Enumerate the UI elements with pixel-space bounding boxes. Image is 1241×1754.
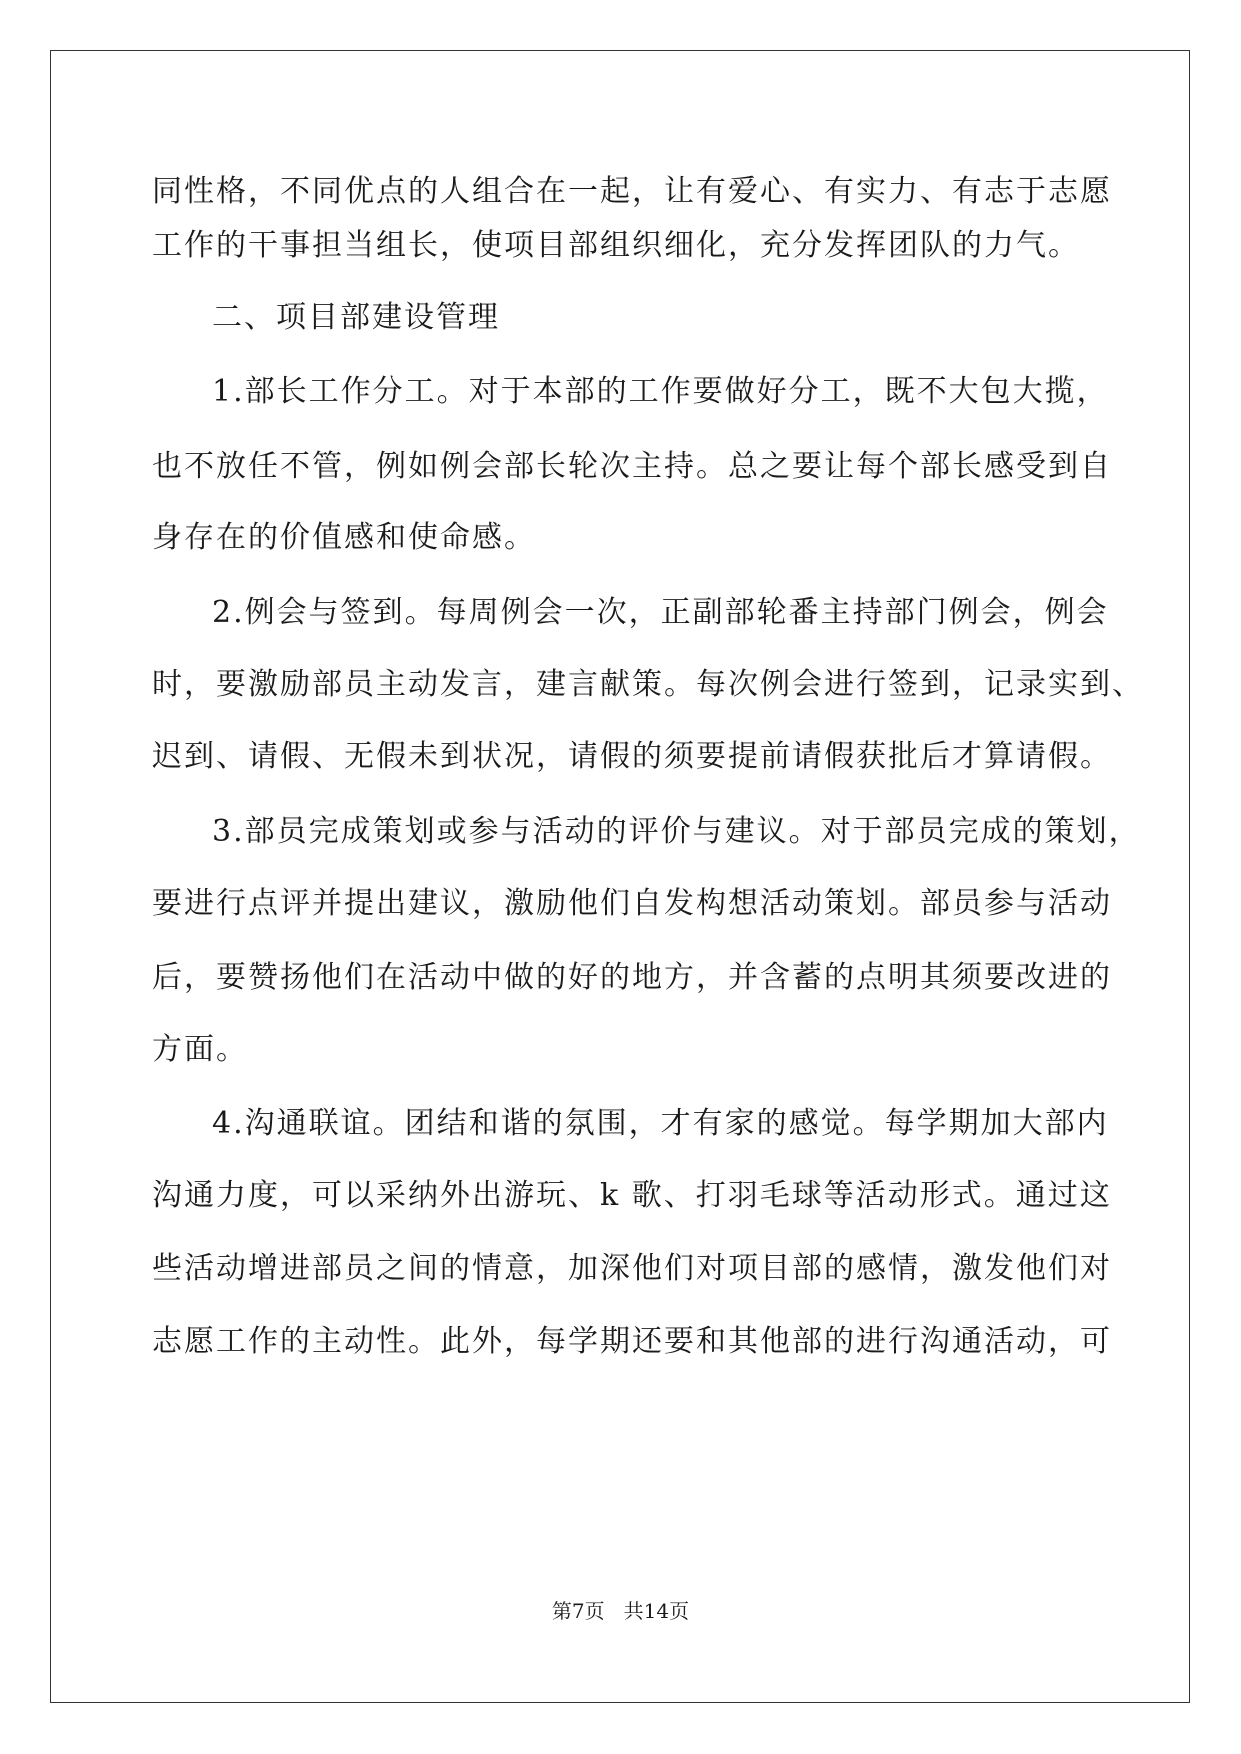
body-text-line: 3.部员完成策划或参与活动的评价与建议。对于部员完成的策划， bbox=[212, 814, 1141, 849]
body-text-line: 身存在的价值感和使命感。 bbox=[152, 520, 536, 555]
section-heading: 二、项目部建设管理 bbox=[212, 300, 500, 335]
body-text-line: 要进行点评并提出建议，激励他们自发构想活动策划。部员参与活动 bbox=[152, 886, 1112, 921]
body-text-line: 志愿工作的主动性。此外，每学期还要和其他部的进行沟通活动，可 bbox=[152, 1324, 1112, 1359]
body-text-line: 沟通力度，可以采纳外出游玩、k 歌、打羽毛球等活动形式。通过这 bbox=[152, 1178, 1112, 1213]
body-text-line: 同性格，不同优点的人组合在一起，让有爱心、有实力、有志于志愿 bbox=[152, 174, 1112, 209]
body-text-line: 方面。 bbox=[152, 1032, 248, 1067]
body-text-line: 些活动增进部员之间的情意，加深他们对项目部的感情，激发他们对 bbox=[152, 1251, 1112, 1286]
body-text-line: 迟到、请假、无假未到状况，请假的须要提前请假获批后才算请假。 bbox=[152, 739, 1112, 774]
body-text-line: 4.沟通联谊。团结和谐的氛围，才有家的感觉。每学期加大部内 bbox=[212, 1106, 1109, 1141]
body-text-line: 工作的干事担当组长，使项目部组织细化，充分发挥团队的力气。 bbox=[152, 228, 1080, 263]
body-text-line: 时，要激励部员主动发言，建言献策。每次例会进行签到，记录实到、 bbox=[152, 667, 1144, 702]
body-text-line: 2.例会与签到。每周例会一次，正副部轮番主持部门例会，例会 bbox=[212, 595, 1109, 630]
body-text-line: 后，要赞扬他们在活动中做的好的地方，并含蓄的点明其须要改进的 bbox=[152, 960, 1112, 995]
page-number-footer: 第7页 共14页 bbox=[551, 1599, 690, 1623]
body-text-line: 也不放任不管，例如例会部长轮次主持。总之要让每个部长感受到自 bbox=[152, 449, 1112, 484]
body-text-line: 1.部长工作分工。对于本部的工作要做好分工，既不大包大揽， bbox=[212, 374, 1109, 409]
